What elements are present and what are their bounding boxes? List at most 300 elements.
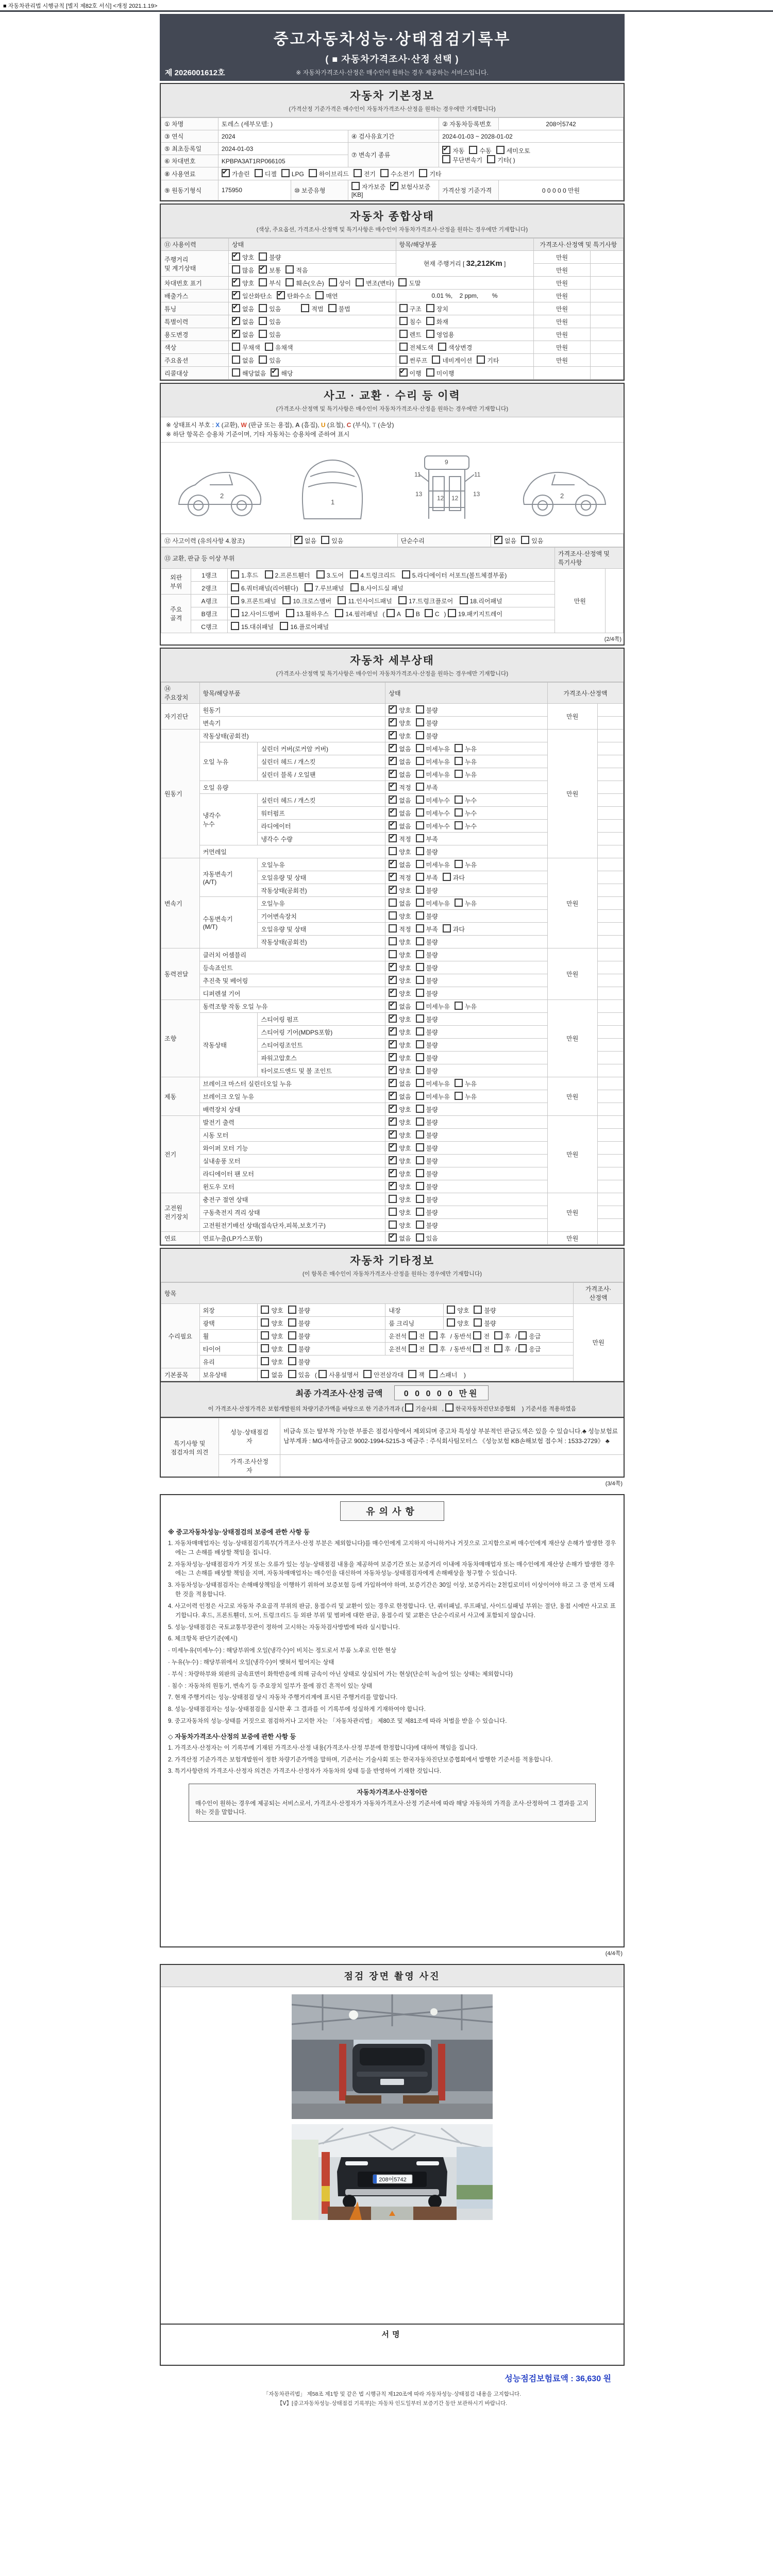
checkbox[interactable]	[329, 278, 337, 286]
checkbox[interactable]	[416, 1208, 424, 1216]
checkbox[interactable]	[416, 1053, 424, 1061]
checkbox[interactable]	[232, 368, 240, 377]
checkbox[interactable]	[389, 989, 397, 997]
checkbox[interactable]	[474, 1318, 482, 1327]
checkbox[interactable]	[432, 355, 440, 364]
checkbox[interactable]	[389, 744, 397, 752]
checkbox[interactable]	[416, 873, 424, 881]
checkbox[interactable]	[389, 1105, 397, 1113]
checkbox-label: 11.인사이드패널	[348, 598, 392, 605]
checkbox[interactable]	[281, 169, 290, 177]
checkbox[interactable]	[282, 596, 291, 604]
field-label: ① 차명	[161, 118, 219, 130]
checkbox[interactable]	[416, 757, 424, 765]
checkbox[interactable]	[389, 1092, 397, 1100]
definition-box-text: 매수인이 원하는 경우에 제공되는 서비스로서, 가격조사·산정자가 자동차가격조사·산정 기준서에 따라 해당 자동차의 가격을 조사·산정하여 그 결과를 고지하는 것을 말합니다.	[195, 1801, 589, 1816]
checkbox[interactable]	[259, 317, 267, 325]
checkbox-option	[416, 1027, 438, 1037]
checkbox[interactable]	[389, 976, 397, 984]
checkbox[interactable]	[416, 795, 424, 804]
signature-area[interactable]	[160, 2325, 625, 2366]
fee-value: 36,630 원	[576, 2375, 611, 2383]
final-price-bar	[160, 1382, 625, 1418]
checkbox[interactable]	[494, 1344, 502, 1352]
note-cell	[597, 1013, 623, 1026]
checkbox[interactable]	[398, 278, 407, 286]
checkbox[interactable]	[416, 808, 424, 817]
field-label: ④ 검사유효기간	[348, 130, 439, 143]
checkbox-option	[280, 622, 329, 631]
checkbox[interactable]	[389, 860, 397, 868]
checkbox[interactable]	[389, 873, 397, 881]
state-cell	[444, 1304, 574, 1317]
checkbox[interactable]	[473, 1331, 481, 1340]
checkbox-option	[389, 1169, 411, 1178]
checkbox[interactable]	[259, 330, 267, 338]
checkbox[interactable]	[426, 317, 434, 325]
checkbox[interactable]	[232, 278, 240, 286]
table-row	[161, 251, 624, 264]
legend-token: C	[346, 421, 351, 429]
checkbox[interactable]	[261, 1357, 269, 1365]
checkbox[interactable]	[389, 1169, 397, 1177]
checkbox-option	[271, 368, 293, 378]
checkbox[interactable]	[416, 950, 424, 958]
checkbox[interactable]	[389, 1117, 397, 1126]
checkbox[interactable]	[232, 355, 240, 364]
checkbox[interactable]	[416, 937, 424, 945]
checkbox[interactable]	[416, 886, 424, 894]
checkbox[interactable]	[438, 343, 446, 351]
document-header	[160, 14, 625, 81]
checkbox[interactable]	[389, 1195, 397, 1203]
checkbox[interactable]	[231, 622, 239, 630]
checkbox[interactable]	[315, 291, 324, 299]
checkbox-label: 불량	[426, 1029, 438, 1036]
checkbox-label: 있음	[269, 306, 281, 313]
checkbox[interactable]	[416, 1066, 424, 1074]
checkbox[interactable]	[386, 609, 395, 617]
note-cell	[597, 1116, 623, 1129]
checkbox[interactable]	[416, 1221, 424, 1229]
checkbox[interactable]	[399, 368, 408, 377]
checkbox[interactable]	[473, 1344, 481, 1352]
checkbox[interactable]	[455, 770, 463, 778]
checkbox-option	[286, 609, 329, 618]
checkbox[interactable]	[426, 330, 434, 338]
checkbox-option	[399, 330, 422, 339]
item-cell: 작동상태(공회전)	[258, 936, 385, 948]
checkbox[interactable]	[406, 609, 414, 617]
checkbox[interactable]	[389, 1066, 397, 1074]
checkbox[interactable]	[408, 1370, 416, 1378]
note-cell	[597, 1129, 623, 1142]
checkbox[interactable]	[416, 744, 424, 752]
price-cell: 만원	[554, 569, 605, 633]
checkbox[interactable]	[265, 343, 273, 351]
checkbox-label: 부족	[426, 836, 438, 843]
checkbox-option	[259, 330, 281, 339]
checkbox[interactable]	[286, 609, 294, 617]
checkbox-option	[416, 1233, 438, 1243]
checkbox-label: 많음	[242, 267, 255, 274]
checkbox-option	[389, 1092, 411, 1101]
checkbox[interactable]	[469, 146, 477, 154]
checkbox[interactable]	[259, 265, 267, 274]
checkbox[interactable]	[416, 924, 424, 933]
checkbox[interactable]	[231, 583, 239, 591]
checkbox[interactable]	[389, 834, 397, 842]
checkbox[interactable]	[231, 609, 239, 617]
checkbox[interactable]	[398, 596, 407, 604]
price-cell: 만원	[547, 1193, 597, 1232]
item-cell: 오일유량 및 상태	[258, 923, 385, 936]
column-header: 상태	[385, 683, 547, 704]
checkbox-option	[416, 860, 450, 869]
checkbox[interactable]	[425, 609, 433, 617]
checkbox[interactable]	[416, 1002, 424, 1010]
checkbox[interactable]	[447, 1318, 455, 1327]
checkbox[interactable]	[231, 596, 239, 604]
checkbox[interactable]	[416, 770, 424, 778]
checkbox[interactable]	[455, 744, 463, 752]
checkbox[interactable]	[399, 317, 408, 325]
checkbox[interactable]	[380, 169, 389, 177]
checkbox[interactable]	[399, 304, 408, 312]
checkbox[interactable]	[416, 1040, 424, 1048]
checkbox[interactable]	[455, 821, 463, 829]
checkbox[interactable]	[389, 795, 397, 804]
checkbox[interactable]	[416, 834, 424, 842]
note-cell	[597, 845, 623, 858]
checkbox[interactable]	[416, 860, 424, 868]
table-row	[161, 582, 624, 595]
checkbox[interactable]	[416, 1143, 424, 1151]
checkbox-option	[389, 795, 411, 805]
checkbox[interactable]	[389, 1208, 397, 1216]
checkbox[interactable]	[389, 718, 397, 726]
checkbox[interactable]	[416, 1117, 424, 1126]
checkbox-option	[350, 583, 404, 592]
checkbox[interactable]	[416, 821, 424, 829]
checkbox[interactable]	[429, 1344, 438, 1352]
checkbox[interactable]	[409, 1344, 417, 1352]
checkbox[interactable]	[363, 1370, 372, 1378]
checkbox-option	[389, 886, 411, 895]
checkbox[interactable]	[518, 1331, 527, 1340]
checkbox[interactable]	[335, 609, 343, 617]
checkbox[interactable]	[426, 304, 434, 312]
checkbox[interactable]	[399, 343, 408, 351]
checkbox[interactable]	[321, 536, 329, 544]
checkbox[interactable]	[301, 304, 309, 312]
checkbox[interactable]	[447, 1306, 455, 1314]
checkbox[interactable]	[409, 1331, 417, 1340]
checkbox[interactable]	[389, 731, 397, 739]
checkbox[interactable]	[232, 343, 240, 351]
checkbox-label: 후	[505, 1333, 511, 1340]
note-cell	[597, 768, 623, 781]
checkbox[interactable]	[416, 1182, 424, 1190]
checkbox[interactable]	[416, 718, 424, 726]
checkbox[interactable]	[399, 355, 408, 364]
checkbox[interactable]	[288, 1370, 296, 1378]
note-cell	[591, 315, 624, 328]
checkbox[interactable]	[389, 1014, 397, 1023]
checkbox[interactable]	[445, 1403, 453, 1412]
checkbox[interactable]	[288, 1331, 296, 1340]
checkbox[interactable]	[416, 1233, 424, 1242]
checkbox[interactable]	[429, 1370, 438, 1378]
checkbox-label: 자가보증	[361, 183, 386, 191]
checkbox[interactable]	[389, 1130, 397, 1139]
checkbox[interactable]	[318, 1370, 327, 1378]
checkbox[interactable]	[416, 911, 424, 920]
checkbox[interactable]	[350, 570, 358, 579]
checkbox[interactable]	[389, 770, 397, 778]
checkbox[interactable]	[416, 1014, 424, 1023]
state-cell	[385, 781, 547, 794]
checkbox[interactable]	[255, 169, 263, 177]
notice-item: 3. 자동차성능·상태점검자는 손해배상책임을 이행하기 위하여 보증보험 등에 가입하여야 하며, 보증기간은 30일 이상, 보증거리는 2천킬로미터 이상이어야 하고 그 중 먼저 도래한 것을 적용합니다.	[168, 1582, 615, 1598]
checkbox[interactable]	[259, 252, 267, 261]
checkbox[interactable]	[351, 182, 360, 190]
checkbox[interactable]	[232, 330, 240, 338]
checkbox[interactable]	[416, 1105, 424, 1113]
final-price-value: 0 0 0 0 0 만원	[394, 1385, 489, 1400]
checkbox-option	[389, 924, 411, 934]
part-cell	[396, 315, 533, 328]
checkbox[interactable]	[416, 731, 424, 739]
checkbox[interactable]	[265, 570, 273, 579]
device-cell: 자기진단	[161, 704, 200, 730]
checkbox[interactable]	[477, 355, 485, 364]
checkbox[interactable]	[389, 1233, 397, 1242]
checkbox[interactable]	[494, 536, 502, 544]
checkbox[interactable]	[389, 1221, 397, 1229]
checkbox[interactable]	[350, 583, 359, 591]
row-label: 색상	[161, 341, 229, 354]
table-row	[161, 239, 624, 251]
checkbox[interactable]	[448, 609, 456, 617]
price-cell: 만원	[533, 251, 591, 264]
checkbox[interactable]	[402, 570, 410, 579]
checkbox-option	[389, 1027, 411, 1037]
checkbox[interactable]	[338, 596, 346, 604]
checkbox[interactable]	[487, 155, 495, 163]
checkbox[interactable]	[389, 950, 397, 958]
checkbox[interactable]	[316, 570, 325, 579]
note-cell	[597, 807, 623, 820]
checkbox[interactable]	[416, 963, 424, 971]
checkbox[interactable]	[259, 355, 267, 364]
checkbox[interactable]	[521, 536, 529, 544]
checkbox-option	[231, 583, 298, 592]
item-cell: 윈도우 모터	[199, 1180, 385, 1193]
checkbox[interactable]	[416, 847, 424, 855]
checkbox[interactable]	[232, 291, 240, 299]
checkbox[interactable]	[389, 847, 397, 855]
checkbox-label: 양호	[242, 254, 255, 261]
checkbox[interactable]	[416, 976, 424, 984]
checkbox[interactable]	[389, 1027, 397, 1036]
checkbox[interactable]	[354, 169, 362, 177]
checkbox-option	[231, 596, 276, 605]
checkbox[interactable]	[280, 622, 288, 630]
checkbox[interactable]	[455, 1002, 463, 1010]
checkbox-label: 상이	[339, 280, 351, 287]
checkbox[interactable]	[518, 1344, 527, 1352]
checkbox-label: 없음	[399, 900, 411, 907]
checkbox[interactable]	[389, 821, 397, 829]
state-cell	[385, 833, 547, 845]
checkbox[interactable]	[356, 278, 364, 286]
checkbox[interactable]	[455, 860, 463, 868]
checkbox[interactable]	[442, 155, 450, 163]
checkbox[interactable]	[442, 146, 450, 154]
state-cell	[229, 302, 396, 315]
checkbox[interactable]	[455, 808, 463, 817]
checkbox[interactable]	[389, 1143, 397, 1151]
checkbox[interactable]	[389, 1079, 397, 1087]
checkbox[interactable]	[389, 1156, 397, 1164]
checkbox[interactable]	[389, 705, 397, 714]
checkbox[interactable]	[389, 963, 397, 971]
checkbox[interactable]	[261, 1370, 269, 1378]
checkbox[interactable]	[455, 1079, 463, 1087]
checkbox[interactable]	[389, 1053, 397, 1061]
checkbox[interactable]	[259, 304, 267, 312]
checkbox[interactable]	[232, 317, 240, 325]
checkbox-option	[399, 368, 422, 378]
checkbox-option	[416, 757, 450, 766]
checkbox[interactable]	[389, 1182, 397, 1190]
notice-item: 2. 자동차성능·상태점검자가 거짓 또는 오류가 있는 성능·상태점검 내용을 제공하여 보증기간 또는 보증거리 이내에 자동차매매업자 또는 매수인에게 재산상 손해가 발생한 경우에는 그 손해를 배상할 책임을 지며, 자동차매매업자는 매수인을 대신하여 자동차성능·상태점검자에게 손해배상을 청구할 수 있습니다.	[168, 1561, 615, 1577]
checkbox[interactable]	[285, 278, 294, 286]
checkbox[interactable]	[261, 1306, 269, 1314]
checkbox[interactable]	[288, 1318, 296, 1327]
checkbox[interactable]	[294, 536, 303, 544]
checkbox[interactable]	[496, 146, 505, 154]
checkbox[interactable]	[416, 1079, 424, 1087]
checkbox[interactable]	[416, 1156, 424, 1164]
checkbox[interactable]	[389, 1002, 397, 1010]
checkbox[interactable]	[389, 937, 397, 945]
checkbox[interactable]	[261, 1318, 269, 1327]
checkbox[interactable]	[416, 705, 424, 714]
checkbox[interactable]	[416, 989, 424, 997]
state-cell	[385, 755, 547, 768]
checkbox[interactable]	[416, 783, 424, 791]
checkbox[interactable]	[455, 1092, 463, 1100]
note-cell	[597, 794, 623, 807]
checkbox-option	[447, 1306, 469, 1315]
checkbox[interactable]	[416, 899, 424, 907]
checkbox[interactable]	[305, 583, 313, 591]
note-cell	[597, 1219, 623, 1232]
items-cell	[228, 620, 555, 633]
notice-item: 4. 사고이력 인정은 사고로 자동차 주요골격 부위의 판금, 용접수리 및 교환이 있는 경우로 한정합니다. 단, 쿼터패널, 루프패널, 사이드실패널 부위는 절단, 용접 시에만 사고로 표기합니다. 후드, 프론트휀더, 도어, 트렁크리드 등 외판 부위 및 범퍼에 대한 판금, 용접수리 및 교환은 단순수리로서 사고에 포함되지 않습니다.	[168, 1603, 616, 1619]
checkbox[interactable]	[328, 304, 337, 312]
checkbox-option	[474, 1318, 496, 1328]
checkbox-option	[416, 770, 450, 779]
inline-text: ,	[442, 1406, 445, 1412]
checkbox-label: 불량	[426, 1106, 438, 1113]
checkbox[interactable]	[416, 1027, 424, 1036]
checkbox-option	[408, 1370, 425, 1379]
checkbox[interactable]	[222, 169, 230, 177]
checkbox[interactable]	[416, 1195, 424, 1203]
checkbox[interactable]	[389, 886, 397, 894]
checkbox[interactable]	[389, 924, 397, 933]
checkbox[interactable]	[443, 873, 451, 881]
checkbox[interactable]	[232, 265, 240, 274]
checkbox-label: 양호	[399, 1145, 411, 1152]
checkbox-option	[416, 937, 438, 946]
checkbox[interactable]	[426, 368, 434, 377]
checkbox[interactable]	[231, 570, 239, 579]
state-cell	[385, 897, 547, 910]
checkbox-label: 양호	[399, 1132, 411, 1139]
checkbox[interactable]	[455, 899, 463, 907]
checkbox-option	[277, 291, 311, 300]
checkbox[interactable]	[389, 757, 397, 765]
checkbox[interactable]	[455, 795, 463, 804]
checkbox[interactable]	[285, 265, 294, 274]
checkbox[interactable]	[288, 1306, 296, 1314]
checkbox[interactable]	[390, 182, 398, 190]
table-row	[161, 1283, 624, 1304]
checkbox-label: 15.대쉬패널	[241, 623, 274, 631]
state-cell	[385, 730, 547, 742]
checkbox-label: 양호	[457, 1320, 469, 1327]
checkbox[interactable]	[429, 1331, 438, 1340]
checkbox[interactable]	[261, 1331, 269, 1340]
note-cell	[597, 1232, 623, 1245]
checkbox[interactable]	[389, 899, 397, 907]
checkbox[interactable]	[288, 1344, 296, 1352]
checkbox[interactable]	[232, 252, 240, 261]
checkbox[interactable]	[419, 169, 427, 177]
checkbox[interactable]	[416, 1092, 424, 1100]
checkbox[interactable]	[460, 596, 468, 604]
checkbox[interactable]	[232, 304, 240, 312]
checkbox[interactable]	[416, 1130, 424, 1139]
checkbox[interactable]	[416, 1169, 424, 1177]
checkbox-label: 누유	[464, 861, 477, 869]
checkbox[interactable]	[389, 808, 397, 817]
checkbox-label: 미세누유	[426, 1080, 450, 1088]
checkbox[interactable]	[261, 1344, 269, 1352]
checkbox[interactable]	[389, 783, 397, 791]
checkbox-option	[390, 182, 430, 191]
checkbox[interactable]	[389, 911, 397, 920]
checkbox[interactable]	[277, 291, 285, 299]
checkbox-label: 불량	[298, 1307, 310, 1314]
checkbox[interactable]	[399, 330, 408, 338]
checkbox[interactable]	[494, 1331, 502, 1340]
checkbox[interactable]	[288, 1357, 296, 1365]
checkbox[interactable]	[455, 757, 463, 765]
checkbox[interactable]	[271, 368, 279, 377]
checkbox[interactable]	[405, 1403, 413, 1412]
state-cell	[385, 704, 547, 717]
checkbox[interactable]	[443, 924, 451, 933]
checkbox[interactable]	[259, 278, 267, 286]
checkbox[interactable]	[474, 1306, 482, 1314]
checkbox[interactable]	[309, 169, 317, 177]
checkbox[interactable]	[389, 1040, 397, 1048]
